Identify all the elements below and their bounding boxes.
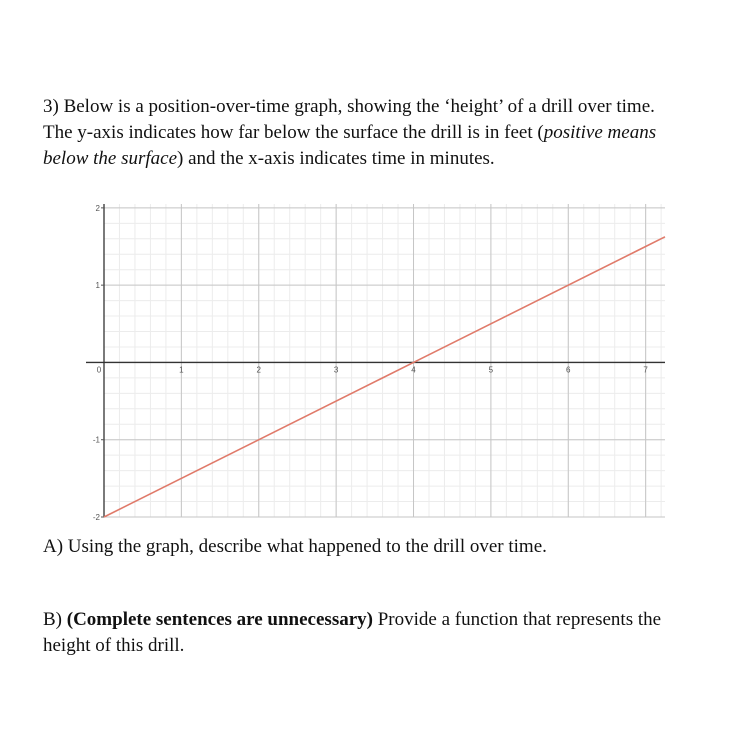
question-outro: ) and the x-axis indicates time in minutes.	[177, 148, 495, 169]
question-intro: 3) Below is a position-over-time graph, showing the ‘height’ of a drill over time. The y-axis indicates how far below the surface the drill is in feet (	[43, 96, 655, 143]
minor-grid	[104, 204, 665, 517]
part-b-rest: Provide a function that represents the height of this drill.	[43, 609, 662, 656]
x-tick-label: 5	[488, 365, 494, 375]
part-b-prompt	[43, 607, 683, 659]
y-tick-label: 1	[95, 281, 100, 291]
series-line	[104, 237, 665, 517]
axes	[86, 204, 665, 517]
major-grid	[104, 204, 665, 517]
y-tick-label: -1	[92, 435, 100, 445]
x-tick-label: 3	[333, 365, 339, 375]
x-tick-label: 6	[566, 365, 571, 375]
y-tick-label: 2	[95, 203, 100, 213]
question-emphasis: positive means below the surface	[43, 122, 657, 169]
x-tick-label: 1	[179, 365, 184, 375]
part-b-prefix: B)	[43, 609, 67, 630]
part-b-bold: (Complete sentences are unnecessary)	[66, 609, 373, 630]
x-tick-label: 0	[96, 365, 102, 375]
x-tick-label: 4	[411, 365, 416, 375]
part-a-prompt: A) Using the graph, describe what happened to the drill over time.	[43, 536, 547, 557]
x-tick-label: 2	[256, 365, 261, 375]
data-series	[104, 237, 665, 517]
y-tick-label: -2	[92, 513, 100, 522]
x-tick-label: 7	[643, 365, 648, 375]
